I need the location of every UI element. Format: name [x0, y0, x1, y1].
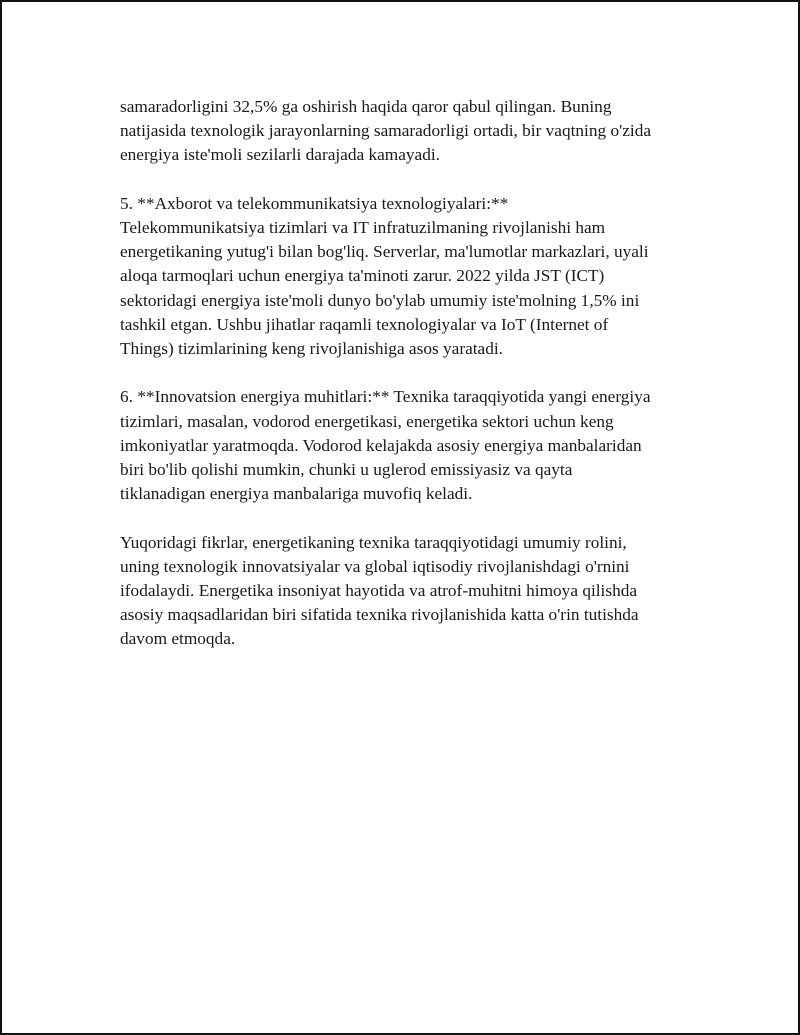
- document-body: [120, 95, 700, 676]
- paragraph-conclusion: Yuqoridagi fikrlar, energetikaning texnika taraqqiyotidagi umumiy rolini, uning texnologik innovatsiyalar va global iqtisodiy rivojlanishdagi o'rnini ifodalaydi. Energetika insoniyat hayotida va atrof-muhitni himoya qilishda asosiy maqsadlaridan biri sifatida texnika rivojlanishida katta o'rin tutishda davom etmoqda.: [120, 532, 639, 649]
- paragraph-innovative-energy: 6. **Innovatsion energiya muhitlari:** Texnika taraqqiyotida yangi energiya tizimlari, masalan, vodorod energetikasi, energetika sektori uchun keng imkoniyatlar yaratmoqda. Vodorod kelajakda asosiy energiya manbalaridan biri bo'lib qolishi mumkin, chunki u uglerod emissiyasiz va qayta tiklanadigan energiya manbalariga muvofiq keladi.: [120, 387, 651, 504]
- paragraph-efficiency-continuation: samaradorligini 32,5% ga oshirish haqida qaror qabul qilingan. Buning natijasida texnologik jarayonlarning samaradorligi ortadi, bir vaqtning o'zida energiya iste'moli sezilarli darajada kamayadi.: [120, 97, 652, 165]
- paragraph-ict: 5. **Axborot va telekommunikatsiya texnologiyalari:** Telekommunikatsiya tizimlari va IT infratuzilmaning rivojlanishi ham energetikaning yutug'i bilan bog'liq. Serverlar, ma'lumotlar markazlari, uyali aloqa tarmoqlari uchun energiya ta'minoti zarur. 2022 yilda JST (ICT) sektoridagi energiya iste'moli dunyo bo'ylab umumiy iste'molning 1,5% ini tashkil etgan. Ushbu jihatlar raqamli texnologiyalar va IoT (Internet of Things) tizimlarining keng rivojlanishiga asos yaratadi.: [120, 193, 649, 359]
